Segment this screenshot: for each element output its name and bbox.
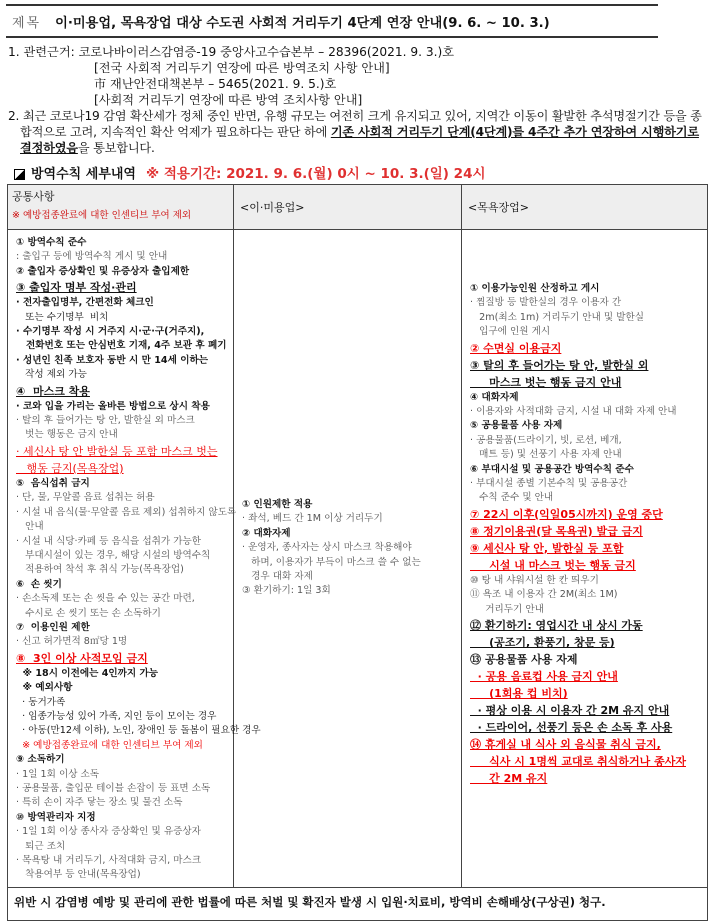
bath-rule-item: ③ 탈의 후 들어가는 탕 안, 발한실 외 xyxy=(470,358,649,372)
bath-rule-item: 2m(최소 1m) 거리두기 안내 및 발한실 xyxy=(470,311,644,323)
basis-line-4: [사회적 거리두기 연장에 따른 방역 조치사항 안내] xyxy=(94,93,363,107)
bath-rule-item: ⑭ 휴게실 내 식사 외 음식물 취식 금지, xyxy=(470,738,661,752)
bath-rule-item: 매트 등) 및 선풍기 사용 자제 안내 xyxy=(470,449,622,461)
bath-rule-item: 마스크 벗는 행동 금지 안내 xyxy=(470,375,622,389)
header-common-sub: ※ 예방접종완료에 대한 인센티브 부여 제외 xyxy=(12,210,192,221)
common-rule-item: · 탈의 후 들어가는 탕 안, 발한실 외 마스크 xyxy=(16,415,195,427)
common-rule-item: · 단, 물, 무알콜 음료 섭취는 허용 xyxy=(16,492,155,504)
common-rule-item: · 공용물품, 출입문 테이블 손잡이 등 표면 소독 xyxy=(16,783,211,794)
bath-rule-item: ⑥ 부대시설 및 공용공간 방역수칙 준수 xyxy=(470,463,634,475)
bath-rule-item: · 이용자와 사적대화 금지, 시설 내 대화 자제 안내 xyxy=(470,406,677,418)
common-rule-item: : 출입구 등에 방역수칙 게시 및 안내 xyxy=(16,251,168,263)
common-rule-item: ※ 18시 이전에는 4인까지 가능 xyxy=(16,667,159,679)
bath-rule-item: 수칙 준수 및 안내 xyxy=(470,492,554,504)
bath-rule-item: 입구에 인원 게시 xyxy=(470,326,551,338)
common-rule-item: 적용하여 착석 후 취식 가능(목욕장업) xyxy=(16,564,184,576)
basis-line-3: 市 재난안전대책본부 – 5465(2021. 9. 5.)호 xyxy=(94,77,337,91)
common-rule-item: ③ 출입자 명부 작성·관리 xyxy=(16,281,137,295)
bath-rule-item: ① 이용가능인원 산정하고 게시 xyxy=(470,283,600,294)
notice-text-a: 2. 최근 코로나19 감염 확산세가 정체 중인 반면, 유행 규모는 여전히 크게 유지되고 있어, 지역간 이동이 활발한 추석명절기간 등을 종합적으로 고려, 지속적인 확산 억제가 필요하다는 판단 하에 xyxy=(8,109,702,139)
application-period: ※ 적용기간: 2021. 9. 6.(월) 0시 ~ 10. 3.(일) 24시 xyxy=(146,166,486,182)
beauty-rule-item: · 좌석, 베드 간 1M 이상 거리두기 xyxy=(242,513,383,525)
common-rule-item: · 시설 내 식당·카페 등 음식을 섭취가 가능한 xyxy=(16,535,201,547)
common-rule-item: 수시로 손 씻기 또는 손 소독하기 xyxy=(16,607,161,619)
document-title: 이·미용업, 목욕장업 대상 수도권 사회적 거리두기 4단계 연장 안내(9. 6. ~ 10. 3.) xyxy=(55,15,550,31)
notice-text-c: 을 통보합니다. xyxy=(77,141,155,155)
common-rule-item: · 수기명부 작성 시 거주지 시·군·구(거주지), xyxy=(16,326,205,338)
common-rule-item: ⑨ 소독하기 xyxy=(16,754,65,766)
checkbox-bullet-icon xyxy=(14,169,25,180)
common-rule-item: · 아동(만12세 이하), 노인, 장애인 등 돌봄이 필요한 경우 xyxy=(16,725,261,737)
header-common-label: 공통사항 xyxy=(12,190,55,203)
bath-rule-item: · 공용물품(드라이기, 빗, 로션, 베개, xyxy=(470,434,622,446)
rules-table xyxy=(7,184,708,921)
common-rule-item: ② 출입자 증상확인 및 유증상자 출입제한 xyxy=(16,265,190,277)
common-rule-item: 전화번호 또는 안심번호 기재, 4주 보관 후 폐기 xyxy=(16,340,227,352)
bath-rule-item: · 공용 음료컵 사용 금지 안내 xyxy=(470,670,618,684)
title-bar xyxy=(6,4,658,38)
common-rule-item: · 전자출입명부, 간편전화 체크인 xyxy=(16,297,154,309)
common-rule-item: ④ 마스크 착용 xyxy=(16,384,90,398)
bath-rule-item: ⑧ 정기이용권(달 목욕권) 발급 금지 xyxy=(470,524,643,538)
common-rule-item: · 시설 내 음식(물·무알콜 음료 제외) 섭취하지 않도록 xyxy=(16,506,237,518)
bath-rule-item: (공조기, 환풍기, 창문 등) xyxy=(470,636,615,650)
bath-rules xyxy=(462,230,708,888)
header-beauty: <이·미용업> xyxy=(234,185,462,230)
bath-rule-item: ⑨ 세신사 탕 안, 발한실 등 포함 xyxy=(470,541,624,555)
bath-rule-item: 거리두기 안내 xyxy=(470,603,544,615)
bath-rule-item: ⑫ 환기하기: 영업시간 내 상시 가동 xyxy=(470,619,643,633)
common-rule-item: · 목욕탕 내 거리두기, 사적대화 금지, 마스크 xyxy=(16,855,201,867)
beauty-rule-item: · 운영자, 종사자는 상시 마스크 착용해야 xyxy=(242,542,412,554)
common-rule-item: ⑧ 3인 이상 사적모임 금지 xyxy=(16,651,148,665)
common-rule-item: · 신고 허가면적 8㎡당 1명 xyxy=(16,636,128,648)
common-rule-item: 벗는 행동은 금지 안내 xyxy=(16,429,118,441)
beauty-rule-item: 경우 대화 자제 xyxy=(242,571,313,583)
basis-line-1: 1. 관련근거: 코로나바이러스감염증-19 중앙사고수습본부 – 28396(2021. 9. 3.)호 xyxy=(8,45,455,59)
beauty-rule-item: ① 인원제한 적용 xyxy=(242,499,313,510)
header-bath: <목욕장업> xyxy=(462,185,708,230)
intro-section xyxy=(8,44,708,156)
title-label: 제목 xyxy=(12,15,42,31)
beauty-rule-item: ③ 환기하기: 1일 3회 xyxy=(242,585,331,597)
bath-rule-item: ⑬ 공용물품 사용 자제 xyxy=(470,653,578,667)
beauty-rules xyxy=(234,230,462,888)
common-rule-item: ⑦ 이용인원 제한 xyxy=(16,621,90,633)
bath-rule-item: ⑦ 22시 이후(익일05시까지) 운영 중단 xyxy=(470,507,663,521)
common-rule-item: ⑩ 방역관리자 지정 xyxy=(16,811,96,823)
common-rule-item: ※ 예방접종완료에 대한 인센티브 부여 제외 xyxy=(16,739,203,751)
common-rule-item: ⑥ 손 씻기 xyxy=(16,578,62,590)
common-rule-item: · 세신사 탕 안 발한실 등 포함 마스크 벗는 xyxy=(16,444,218,458)
beauty-rule-item: ② 대화자제 xyxy=(242,527,291,539)
notice-paragraph xyxy=(8,108,708,156)
basis-line-2: [전국 사회적 거리두기 연장에 따른 방역조치 사항 안내] xyxy=(94,61,390,75)
section-title: 방역수칙 세부내역 xyxy=(31,167,136,182)
common-rule-item: 부대시설이 있는 경우, 해당 시설의 방역수칙 xyxy=(16,549,211,561)
common-rule-item: 착용여부 등 안내(목욕장업) xyxy=(16,869,141,881)
common-rules xyxy=(8,230,261,888)
bath-rule-item: · 부대시설 종별 기본수칙 및 공용공간 xyxy=(470,478,628,490)
bath-rule-item: · 찜질방 등 발한실의 경우 이용자 간 xyxy=(470,297,622,309)
bath-rule-item: ⑪ 욕조 내 이용자 간 2M(최소 1M) xyxy=(470,589,618,601)
common-rule-item: · 코와 입을 가리는 올바른 방법으로 상시 착용 xyxy=(16,400,210,412)
bath-rule-item: ⑤ 공용물품 사용 자제 xyxy=(470,420,563,432)
bath-rule-item: 시설 내 마스크 벗는 행동 금지 xyxy=(470,558,636,572)
common-rule-item: · 임종가능성 있어 가족, 지인 등이 모이는 경우 xyxy=(16,710,217,722)
common-rule-item: · 성년인 친족 보호자 동반 시 만 14세 이하는 xyxy=(16,354,208,366)
beauty-rule-item: 하며, 이용자가 부득이 마스크 쓸 수 없는 xyxy=(242,556,421,568)
common-rule-item: · 1일 1회 이상 소독 xyxy=(16,768,100,780)
bath-rule-item: ⑩ 탕 내 샤워시설 한 칸 띄우기 xyxy=(470,574,599,586)
bath-rule-item: (1회용 컵 비치) xyxy=(470,687,568,701)
common-rule-item: 행동 금지(목욕장업) xyxy=(16,461,124,475)
common-rule-item: 안내 xyxy=(16,521,44,533)
bath-rule-item: ④ 대화자제 xyxy=(470,391,519,403)
common-rule-item: · 특히 손이 자주 닿는 장소 및 물건 소독 xyxy=(16,797,183,809)
common-rule-item: ① 방역수칙 준수 xyxy=(16,237,87,248)
common-rule-item: · 1일 1회 이상 종사자 증상확인 및 유증상자 xyxy=(16,826,201,838)
common-rule-item: · 동거가족 xyxy=(16,696,66,708)
header-common xyxy=(8,185,234,230)
common-rule-item: ⑤ 음식섭취 금지 xyxy=(16,477,90,489)
common-rule-item: ※ 예외사항 xyxy=(16,682,73,694)
section-heading xyxy=(14,162,486,182)
notice-text-emphasis: 기존 사회적 거리두기 단계(4단계)를 4주간 추가 연장하여 시행하기로 결정하였음 xyxy=(20,125,699,155)
common-rule-item: · 손소독제 또는 손 씻을 수 있는 공간 마련, xyxy=(16,593,195,605)
common-rule-item: 또는 수기명부 비치 xyxy=(16,311,109,323)
bath-rule-item: 간 2M 유지 xyxy=(470,772,548,786)
footer-penalty: 위반 시 감염병 예방 및 관리에 관한 법률에 따른 처벌 및 확진자 발생 시 입원·치료비, 방역비 손해배상(구상권) 청구. xyxy=(8,887,708,920)
bath-rule-item: · 드라이어, 선풍기 등은 손 소독 후 사용 xyxy=(470,721,673,735)
common-rule-item: 퇴근 조치 xyxy=(16,840,66,852)
bath-rule-item: 식사 시 1명씩 교대로 취식하거나 종사자 xyxy=(470,755,686,769)
common-rule-item: 작성 제외 가능 xyxy=(16,369,87,381)
bath-rule-item: ② 수면실 이용금지 xyxy=(470,341,562,355)
bath-rule-item: · 평상 이용 시 이용자 간 2M 유지 안내 xyxy=(470,704,670,718)
